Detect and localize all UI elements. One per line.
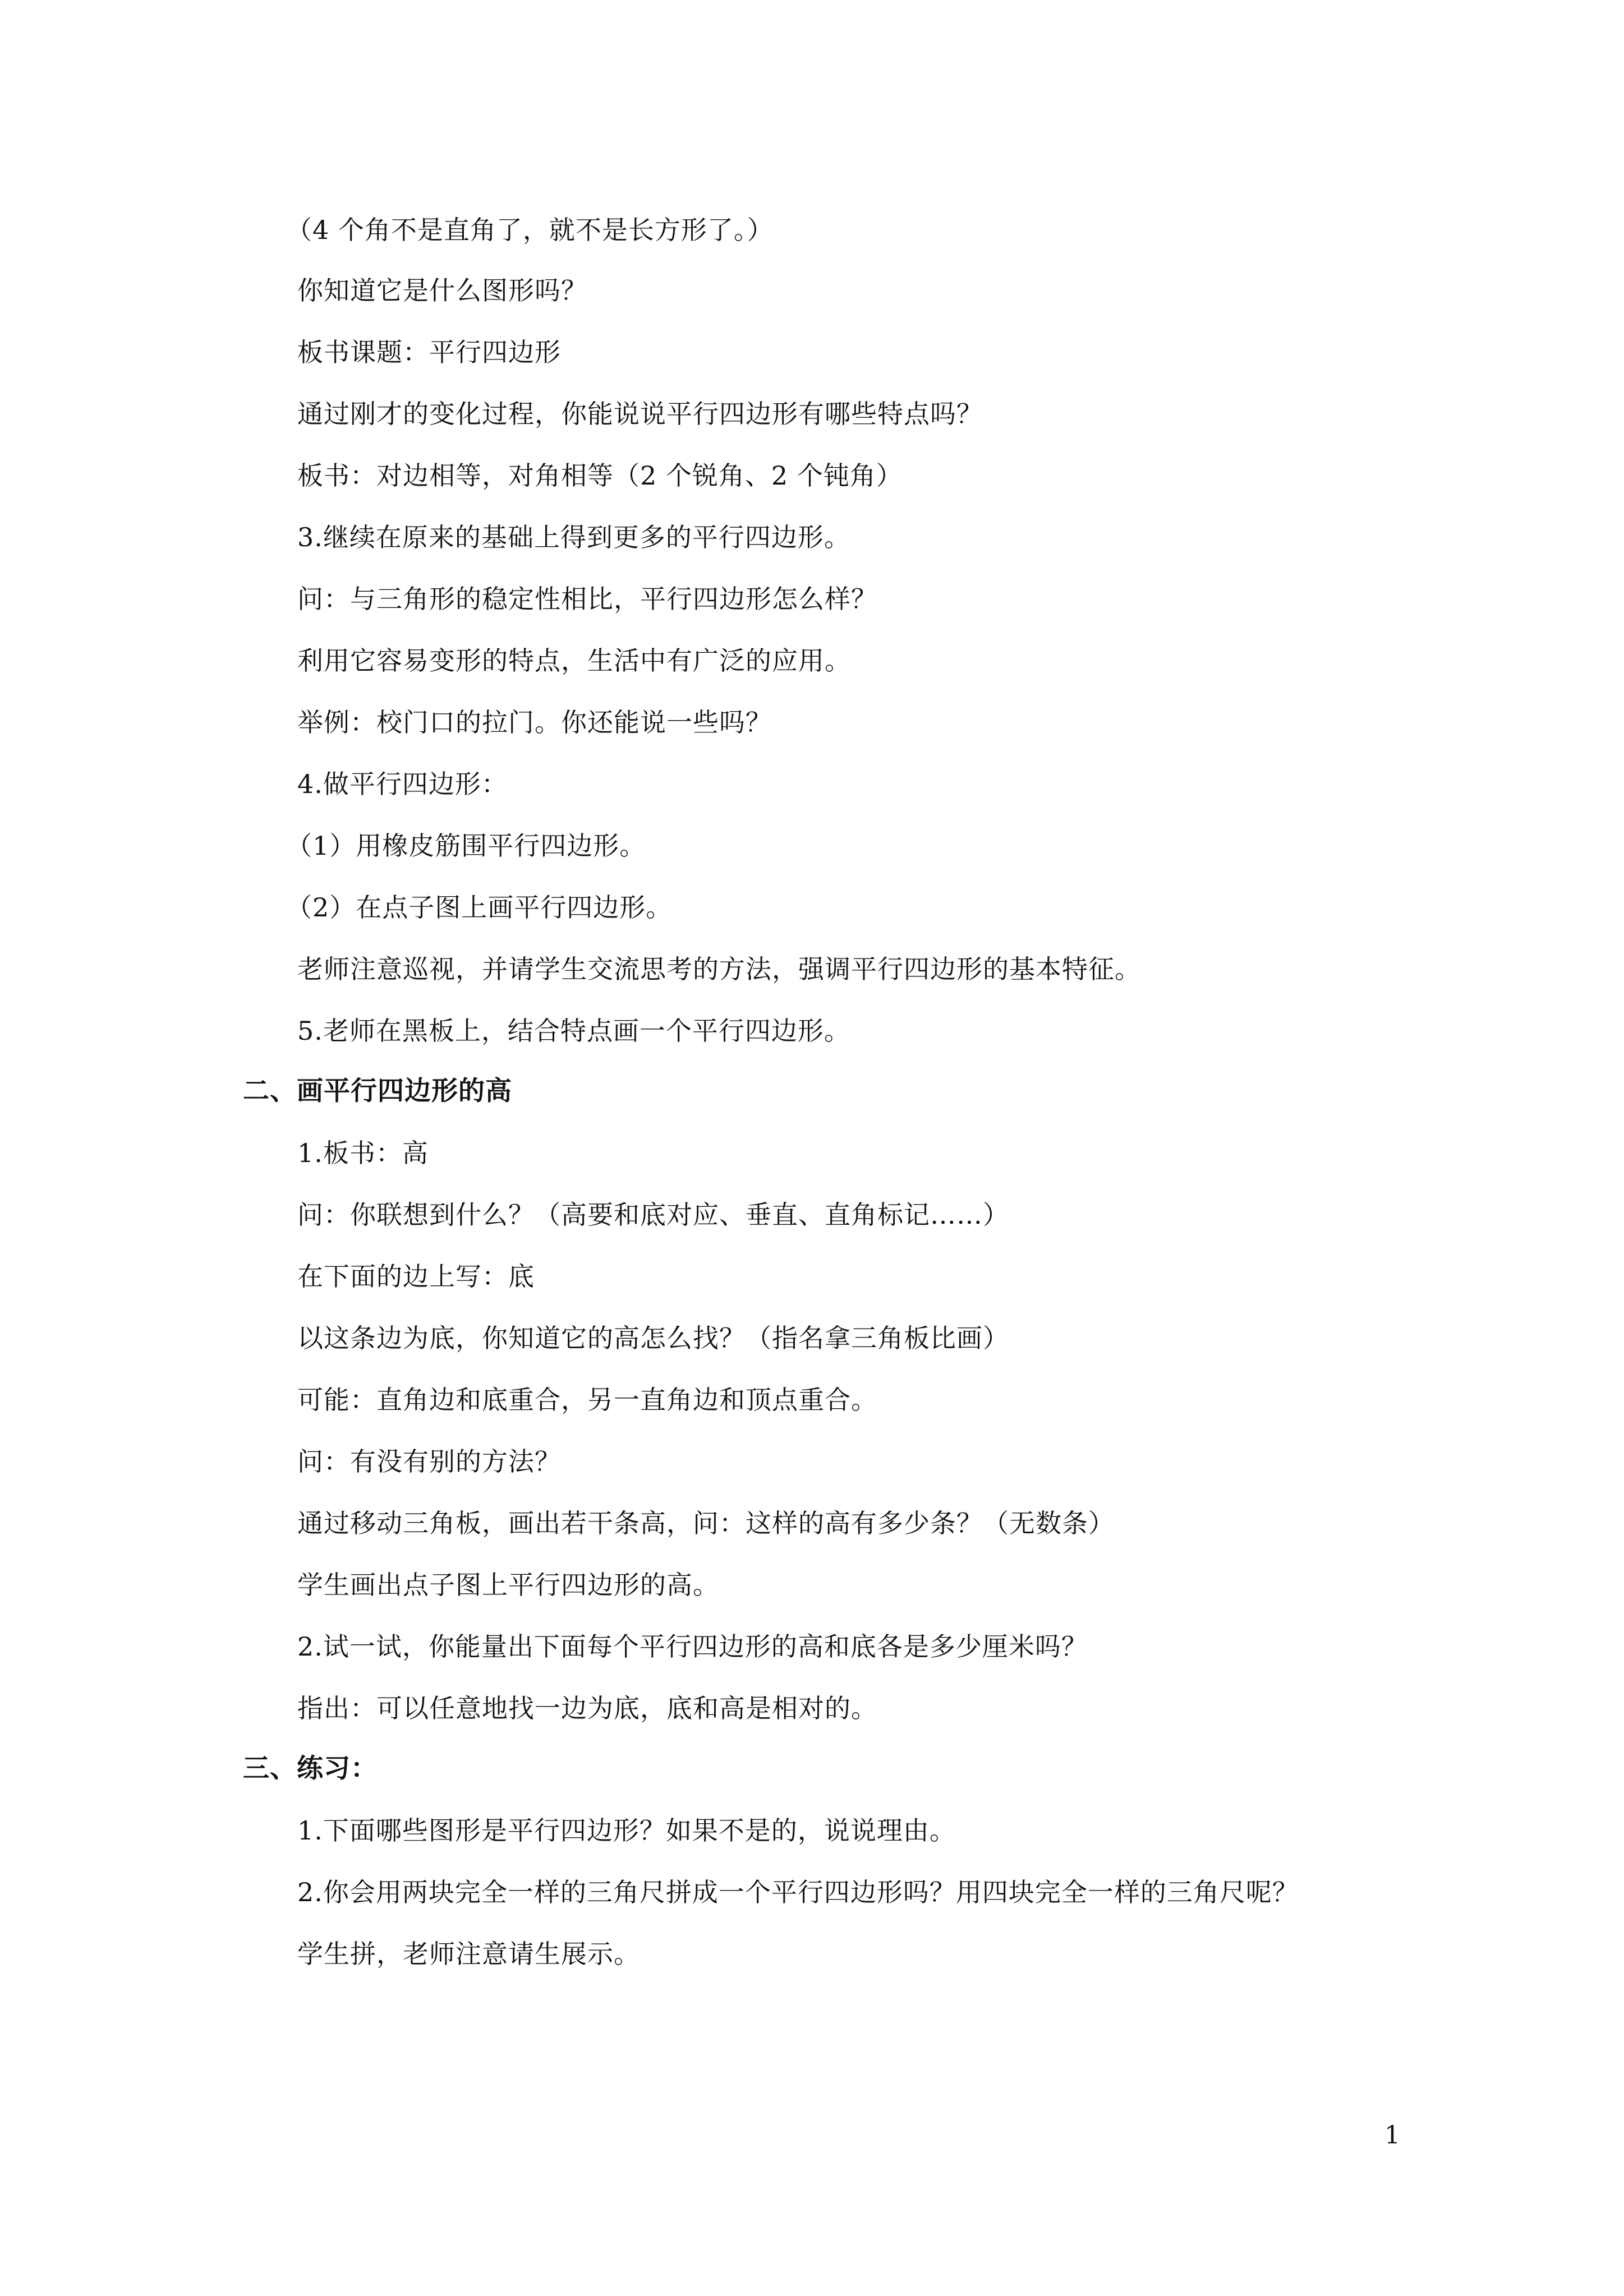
- text-line: （1）用橡皮筋围平行四边形。: [286, 831, 646, 861]
- text-line: 板书：对边相等，对角相等（2 个锐角、2 个钝角）: [297, 460, 903, 491]
- text-line: 可能：直角边和底重合，另一直角边和顶点重合。: [297, 1385, 877, 1415]
- text-line: 问：你联想到什么？（高要和底对应、垂直、直角标记……）: [297, 1200, 1009, 1230]
- text-line: 你知道它是什么图形吗？: [297, 275, 587, 306]
- text-line: 2.试一试，你能量出下面每个平行四边形的高和底各是多少厘米吗？: [297, 1631, 1088, 1662]
- text-line: 4.做平行四边形：: [297, 769, 508, 799]
- text-line: 1.板书：高: [297, 1138, 429, 1168]
- text-line: 板书课题：平行四边形: [297, 337, 561, 367]
- page-number: 1: [1384, 2121, 1400, 2150]
- text-line: 通过移动三角板，画出若干条高，问：这样的高有多少条？（无数条）: [297, 1508, 1115, 1538]
- text-line: 1.下面哪些图形是平行四边形？如果不是的，说说理由。: [297, 1815, 956, 1846]
- text-line: 通过刚才的变化过程，你能说说平行四边形有哪些特点吗？: [297, 399, 983, 429]
- text-line: 问：与三角形的稳定性相比，平行四边形怎么样？: [297, 584, 877, 614]
- section-heading: 二、画平行四边形的高: [243, 1076, 512, 1106]
- text-line: 3.继续在原来的基础上得到更多的平行四边形。: [297, 522, 850, 552]
- section-heading: 三、练习：: [243, 1753, 378, 1784]
- text-line: 指出：可以任意地找一边为底，底和高是相对的。: [297, 1693, 877, 1723]
- text-line: 老师注意巡视，并请学生交流思考的方法，强调平行四边形的基本特征。: [297, 954, 1141, 984]
- text-line: 学生拼，老师注意请生展示。: [297, 1939, 640, 1969]
- text-line: 举例：校门口的拉门。你还能说一些吗？: [297, 707, 772, 737]
- text-line: （2）在点子图上画平行四边形。: [286, 892, 673, 923]
- text-line: 2.你会用两块完全一样的三角尺拼成一个平行四边形吗？用四块完全一样的三角尺呢？: [297, 1877, 1299, 1907]
- text-line: （4 个角不是直角了，就不是长方形了。）: [286, 215, 774, 245]
- text-line: 学生画出点子图上平行四边形的高。: [297, 1570, 719, 1600]
- text-line: 在下面的边上写：底: [297, 1261, 535, 1292]
- text-line: 以这条边为底，你知道它的高怎么找？（指名拿三角板比画）: [297, 1323, 1009, 1353]
- text-line: 问：有没有别的方法？: [297, 1446, 561, 1477]
- text-line: 5.老师在黑板上，结合特点画一个平行四边形。: [297, 1016, 850, 1046]
- text-line: 利用它容易变形的特点，生活中有广泛的应用。: [297, 646, 851, 676]
